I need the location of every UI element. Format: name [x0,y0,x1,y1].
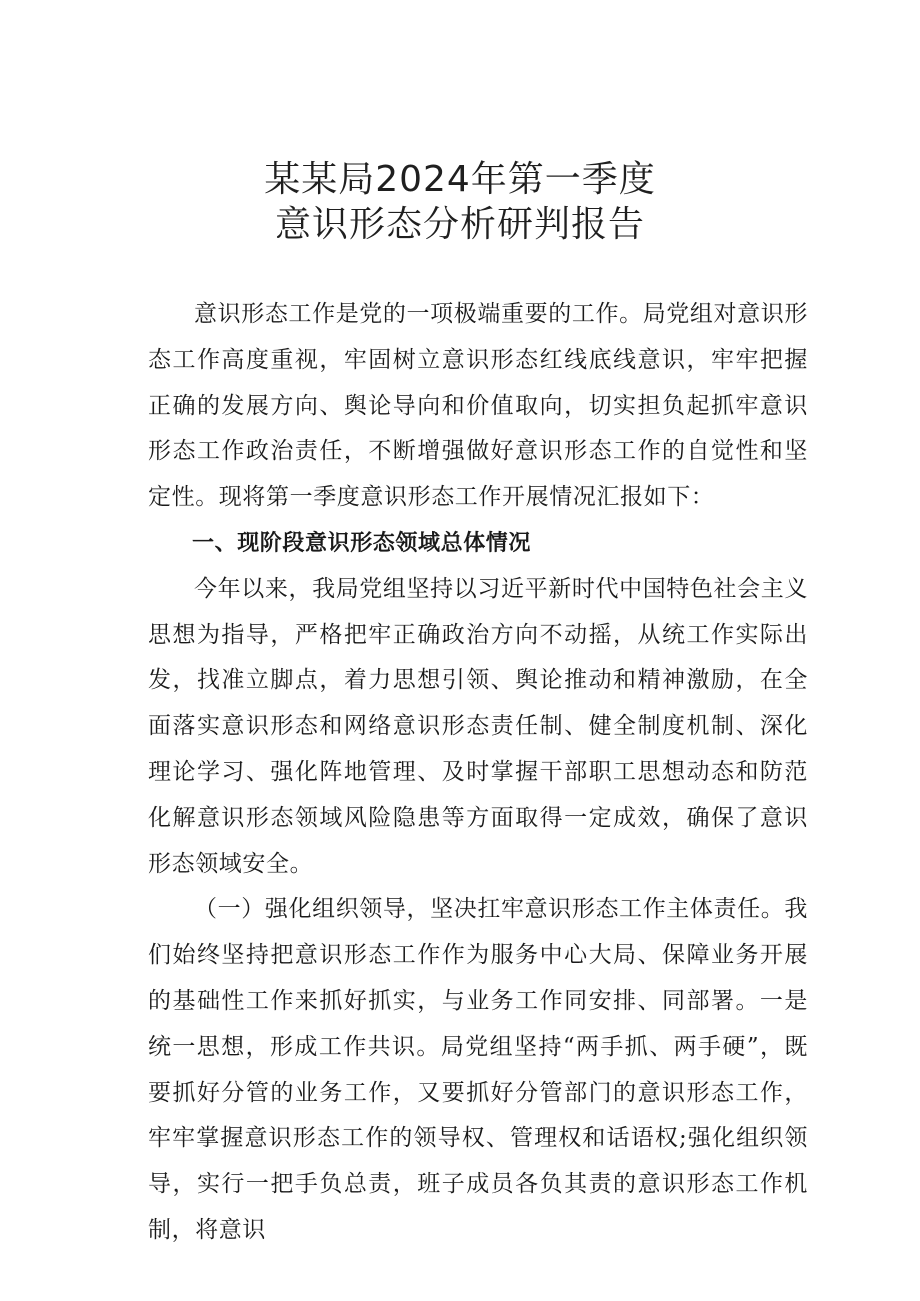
section-paragraph: 今年以来，我局党组坚持以习近平新时代中国特色社会主义思想为指导，严格把牢正确政治方向不动摇，从统工作实际出发，找准立脚点，着力思想引领、舆论推动和精神激励，在全面落实意识形态和网络意识形态责任制、健全制度机制、深化理论学习、强化阵地管理、及时掌握干部职工思想动态和防范化解意识形态领域风险隐患等方面取得一定成效，确保了意识形态领域安全。 [148,575,808,877]
document-title-line2: 意识形态分析研判报告 [274,204,645,245]
intro-paragraph: 意识形态工作是党的一项极端重要的工作。局党组对意识形态工作高度重视，牢固树立意识形态红线底线意识，牢牢把握正确的发展方向、舆论导向和价值取向，切实担负起抓牢意识形态工作政治责任，不断增强做好意识形态工作的自觉性和坚定性。现将第一季度意识形态工作开展情况汇报如下： [148,301,808,511]
subsection-paragraph: （一）强化组织领导，坚决扛牢意识形态工作主体责任。我们始终坚持把意识形态工作作为服务中心大局、保障业务开展的基础性工作来抓好抓实，与业务工作同安排、同部署。一是统一思想，形成工作共识。局党组坚持“两手抓、两手硬”，既要抓好分管的业务工作，又要抓好分管部门的意识形态工作，牢牢掌握意识形态工作的领导权、管理权和话语权;强化组织领导，实行一把手负总责，班子成员各负其责的意识形态工作机制，将意识 [148,896,808,1243]
document-title-line1: 某某局2024年第一季度 [264,159,656,200]
document-body [148,292,808,1254]
section-heading: 一、现阶段意识形态领域总体情况 [192,530,532,556]
